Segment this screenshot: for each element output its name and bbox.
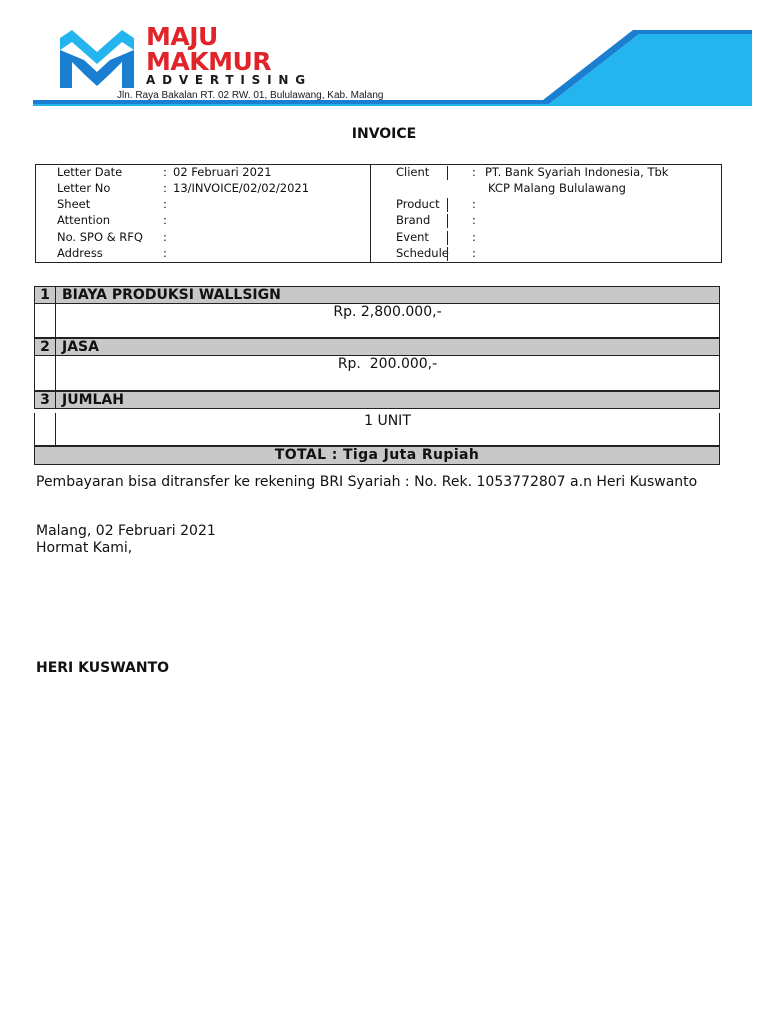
info-divider (370, 165, 371, 262)
brand-name-line2: MAKMUR (146, 47, 272, 76)
document-title: INVOICE (351, 126, 417, 142)
info-right-separator (447, 231, 448, 245)
info-colon: : (163, 213, 167, 227)
letterhead (33, 22, 752, 108)
total-row: TOTAL : Tiga Juta Rupiah (34, 446, 720, 465)
item-number-cell (35, 413, 56, 445)
info-right-separator (447, 247, 448, 261)
info-colon: : (163, 246, 167, 260)
info-colon: : (472, 213, 476, 227)
info-colon: : (163, 165, 167, 179)
place-date: Malang, 02 Februari 2021 (36, 523, 216, 539)
info-right-value: KCP Malang Bululawang (488, 181, 626, 195)
item-title: JASA (62, 339, 99, 355)
info-left-label: Letter Date (57, 165, 123, 179)
item-number-cell (35, 356, 56, 390)
item-body (34, 356, 720, 391)
item-number: 3 (35, 392, 56, 408)
info-right-label: Event (396, 230, 429, 244)
item-number: 2 (35, 339, 56, 355)
info-right-label: Client (396, 165, 430, 179)
info-left-value: 02 Februari 2021 (173, 165, 272, 179)
info-left-label: Sheet (57, 197, 91, 211)
item-number-cell (35, 304, 56, 337)
info-right-separator (447, 214, 448, 228)
logo-icon (60, 30, 134, 88)
info-left-label: Attention (57, 213, 111, 227)
item-value: Rp. 200.000,- (337, 356, 438, 372)
payment-note: Pembayaran bisa ditransfer ke rekening BRI Syariah : No. Rek. 1053772807 a.n Heri Kuswanto (36, 474, 698, 490)
item-body (34, 413, 720, 446)
item-value: 1 UNIT (364, 413, 411, 429)
info-colon: : (472, 197, 476, 211)
brand-tagline: ADVERTISING (146, 73, 312, 87)
info-colon: : (163, 181, 167, 195)
info-right-value: PT. Bank Syariah Indonesia, Tbk (485, 165, 669, 179)
info-colon: : (163, 230, 167, 244)
invoice-info-box (35, 164, 722, 263)
item-value: Rp. 2,800.000,- (333, 304, 442, 320)
info-left-label: Letter No (57, 181, 111, 195)
info-right-label: Product (396, 197, 440, 211)
info-right-separator (447, 166, 448, 180)
brand-name-line1: MAJU (146, 22, 218, 51)
info-left-label: No. SPO & RFQ (57, 230, 143, 244)
info-left-value: 13/INVOICE/02/02/2021 (173, 181, 310, 195)
item-body (34, 304, 720, 338)
item-title: BIAYA PRODUKSI WALLSIGN (62, 287, 281, 303)
item-header (34, 391, 720, 409)
closing-greeting: Hormat Kami, (36, 540, 133, 556)
item-title: JUMLAH (62, 392, 124, 408)
info-right-separator (447, 198, 448, 212)
info-colon: : (472, 246, 476, 260)
item-number: 1 (35, 287, 56, 303)
info-colon: : (163, 197, 167, 211)
signatory-name: HERI KUSWANTO (36, 660, 170, 676)
info-right-label: Schedule (396, 246, 449, 260)
info-left-label: Address (57, 246, 103, 260)
item-header (34, 338, 720, 356)
item-header (34, 286, 720, 304)
company-address: Jln. Raya Bakalan RT. 02 RW. 01, Bululawang, Kab. Malang (117, 90, 384, 101)
info-colon: : (472, 165, 476, 179)
info-colon: : (472, 230, 476, 244)
info-right-label: Brand (396, 213, 431, 227)
